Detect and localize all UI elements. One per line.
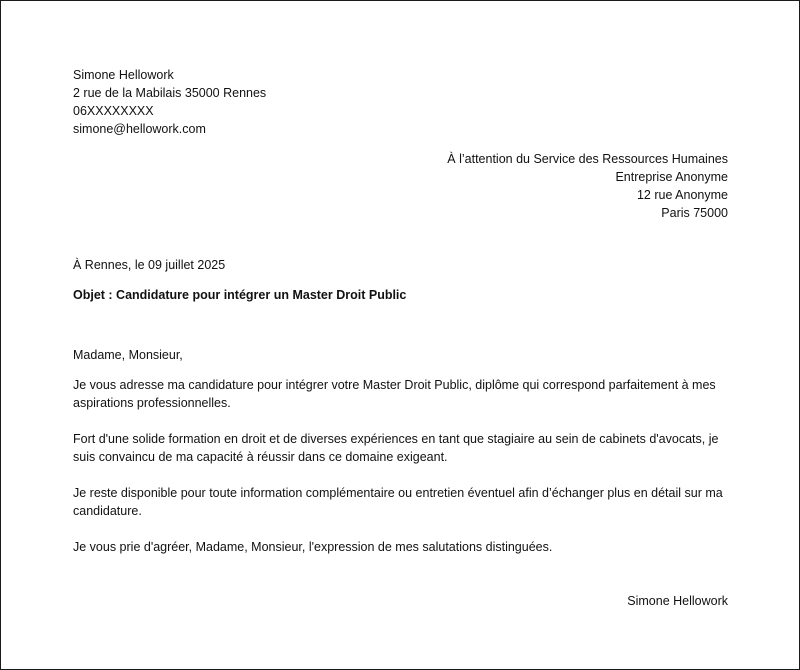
subject-line: Objet : Candidature pour intégrer un Master Droit Public — [73, 288, 407, 302]
paragraph-experience: Fort d'une solide formation en droit et de diverses expériences en tant que stagiaire au sein de cabinets d'avocats, je suis convaincu de ma capacité à réussir dans ce domaine exigeant. — [73, 432, 719, 464]
place-date: À Rennes, le 09 juillet 2025 — [73, 258, 226, 272]
sender-phone: 06XXXXXXXX — [73, 104, 154, 118]
paragraph-closing: Je vous prie d'agréer, Madame, Monsieur, l'expression de mes salutations distinguées. — [73, 540, 553, 554]
sender-email: simone@hellowork.com — [73, 122, 206, 136]
recipient-attention: À l’attention du Service des Ressources Humaines — [447, 152, 728, 166]
sender-block — [73, 66, 728, 138]
recipient-city: Paris 75000 — [661, 206, 728, 220]
recipient-block — [73, 150, 728, 222]
signature: Simone Hellowork — [627, 594, 728, 608]
paragraph-availability: Je reste disponible pour toute information complémentaire ou entretien éventuel afin d’échanger plus en détail sur ma candidature. — [73, 486, 723, 518]
letter-body — [73, 66, 728, 610]
sender-name: Simone Hellowork — [73, 68, 174, 82]
sender-address: 2 rue de la Mabilais 35000 Rennes — [73, 86, 267, 100]
paragraph-intro: Je vous adresse ma candidature pour intégrer votre Master Droit Public, diplôme qui correspond parfaitement à mes aspirations professionnelles. — [73, 378, 716, 410]
recipient-company: Entreprise Anonyme — [615, 170, 728, 184]
recipient-street: 12 rue Anonyme — [636, 188, 728, 202]
salutation: Madame, Monsieur, — [73, 348, 183, 362]
